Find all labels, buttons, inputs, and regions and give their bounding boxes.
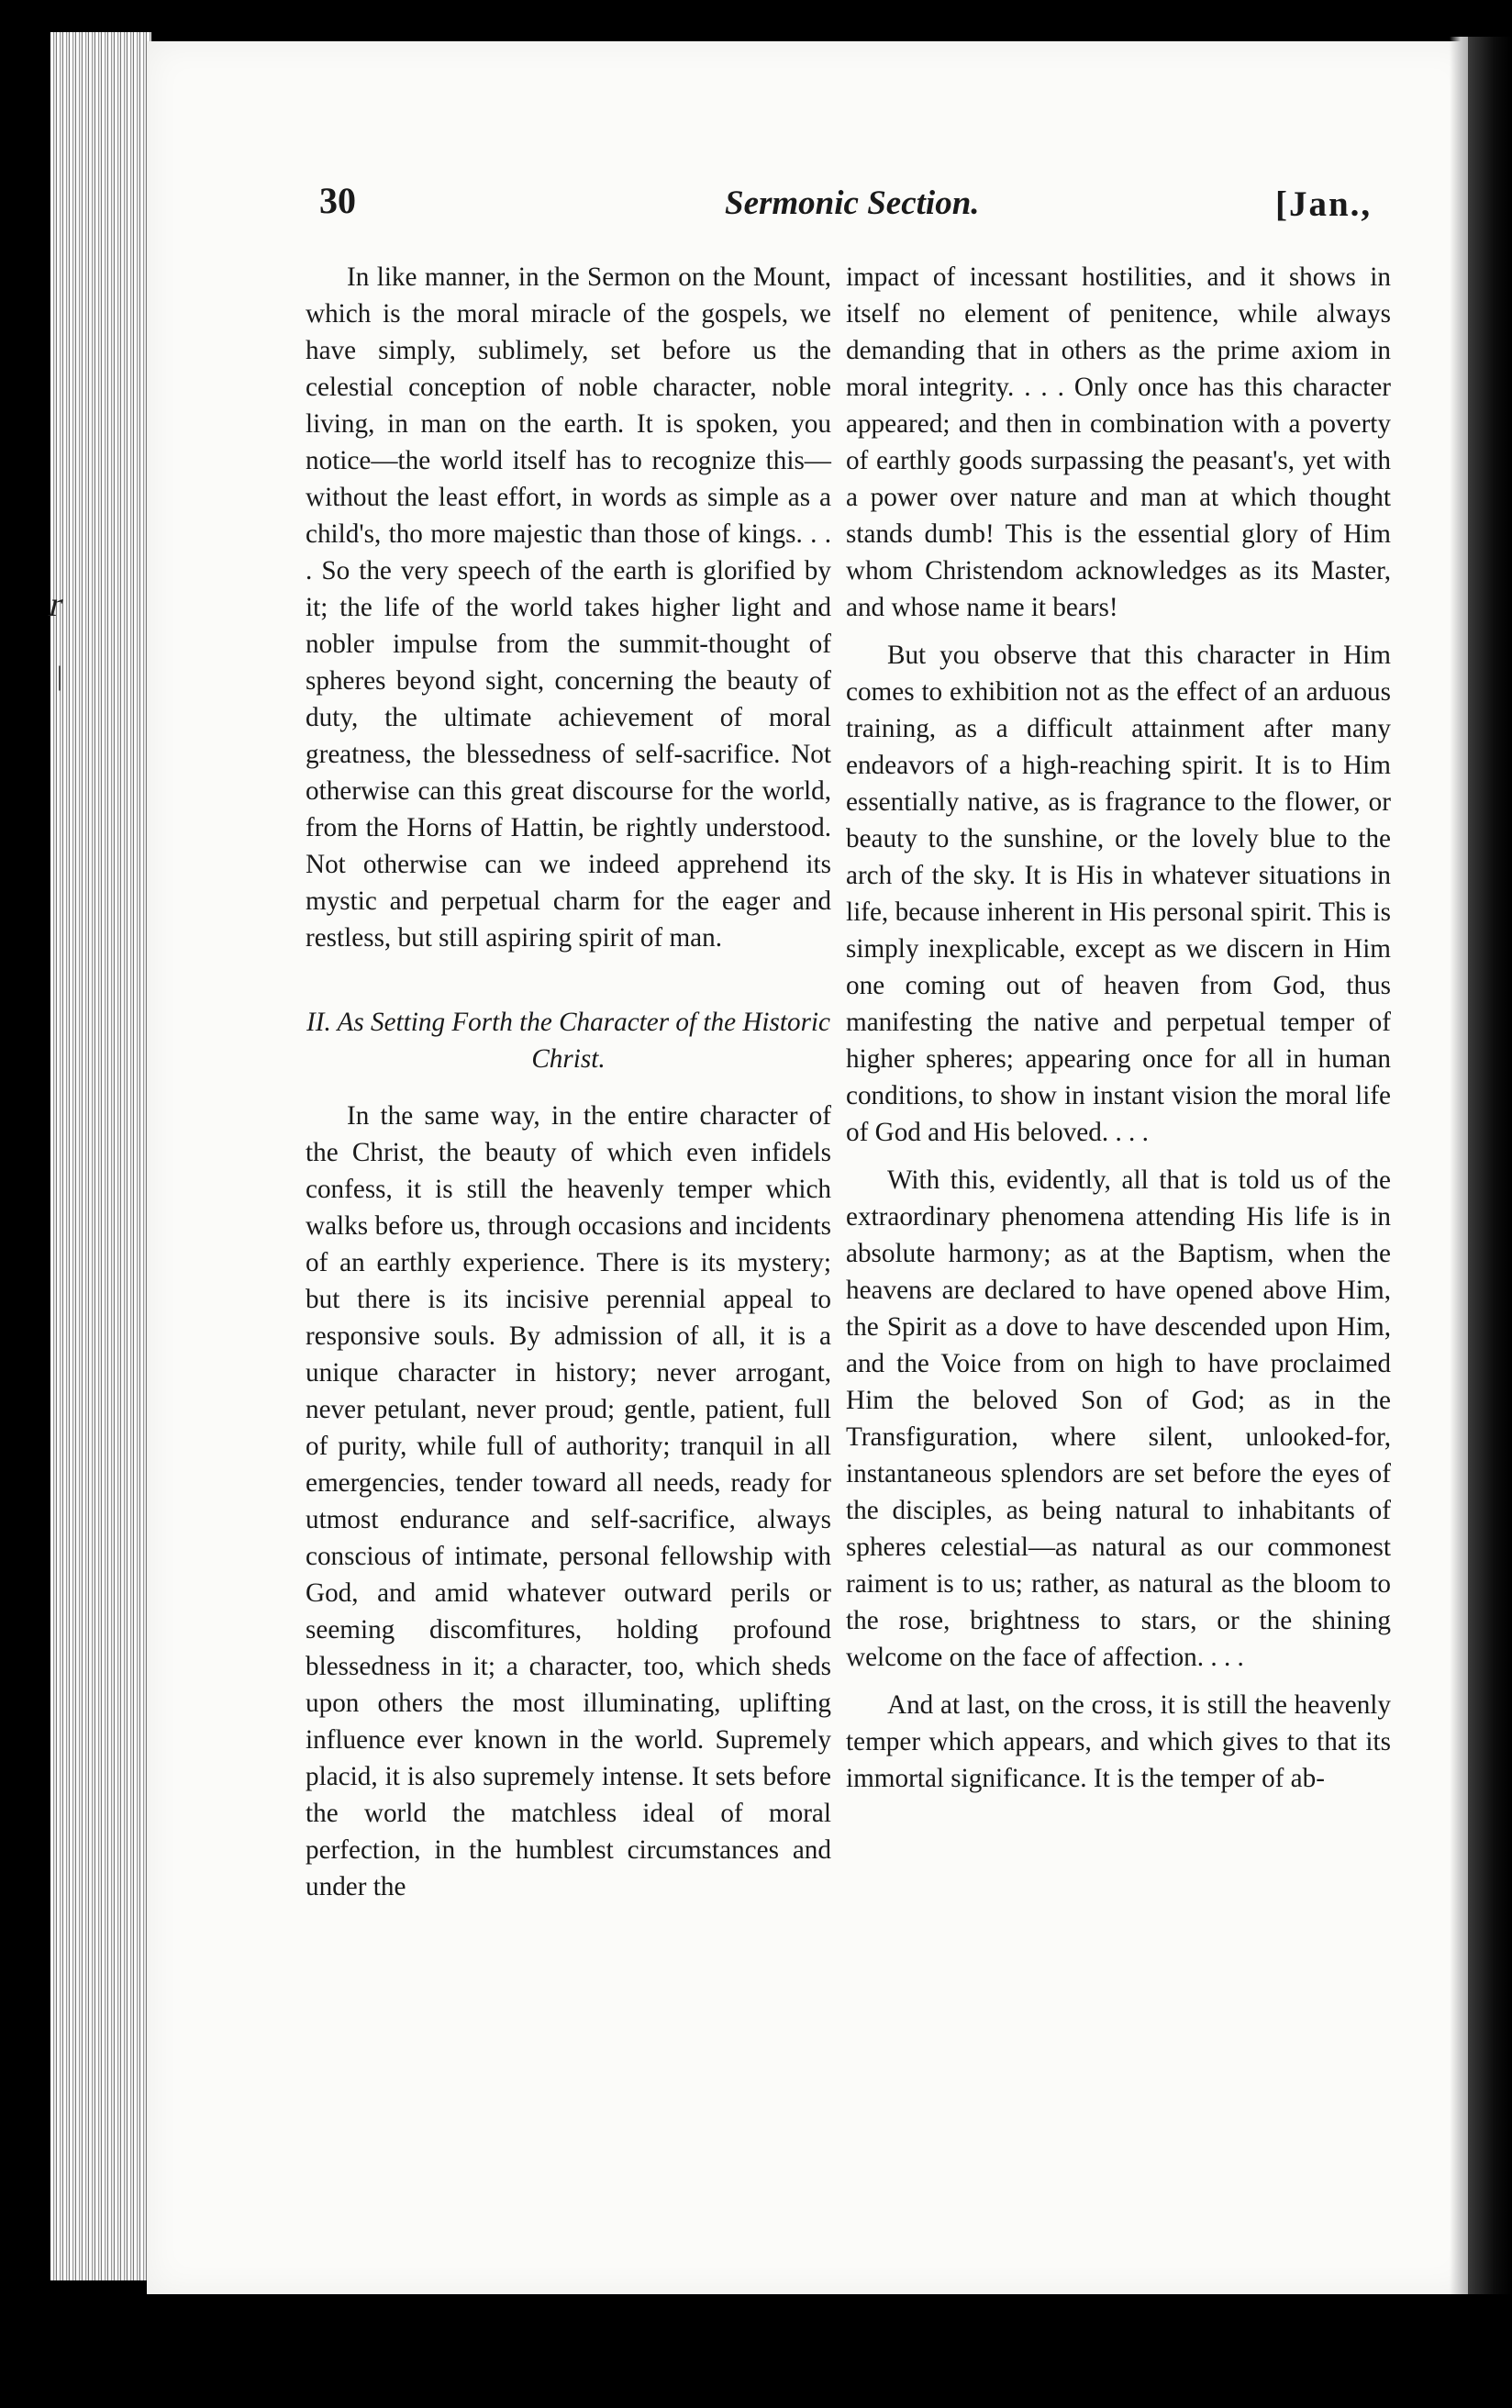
running-title: Sermonic Section. bbox=[725, 184, 980, 222]
right-paragraph-4: And at last, on the cross, it is still the heavenly temper which appears, and which gives to that its immortal significance. It is the temper of ab- bbox=[846, 1690, 1391, 1793]
right-column bbox=[846, 259, 1391, 1797]
right-paragraph-3: With this, evidently, all that is told us of the extraordinary phenomena attending His life is in absolute harmony; as at the Baptism, when the heavens are declared to have opened above Him, the Spirit as a dove to have descended upon Him, and the Voice from on high to have proclaimed Him the beloved Son of God; as in the Transfiguration, where silent, unlooked-for, instantaneous splendors are set before the eyes of the disciples, as being natural to inhabitants of spheres celestial—as natural as our commonest raiment is to us; rather, as natural as the bloom to the rose, brightness to stars, or the shining welcome on the face of affection. . . . bbox=[846, 1165, 1391, 1672]
running-month: [Jan., bbox=[1275, 184, 1373, 224]
section-heading: II. As Setting Forth the Character of the Historic Christ. bbox=[306, 1008, 830, 1074]
margin-mark-2: | bbox=[57, 661, 63, 691]
right-paragraph-1: impact of incessant hostilities, and it shows in itself no element of penitence, while always demanding that in others as the prime axiom in moral integrity. . . . Only once has this character appeared; and then in combination with a poverty of earthly goods surpassing the peasant's, yet with a power over nature and man at which thought stands dumb! This is the essential glory of Him whom Christendom acknowledges as its Master, and whose name it bears! bbox=[846, 262, 1391, 622]
margin-mark-1: r bbox=[45, 585, 68, 624]
right-book-edge bbox=[1468, 37, 1512, 2294]
page-number: 30 bbox=[319, 180, 356, 221]
page-stack-edge bbox=[50, 32, 151, 2280]
right-paragraph-2: But you observe that this character in Him comes to exhibition not as the effect of an arduous training, as a difficult attainment after many endeavors of a high-reaching spirit. It is to Him essentially native, as is fragrance to the flower, or beauty to the sunshine, or the lovely blue to the arch of the sky. It is His in whatever situations in life, because inherent in His personal spirit. This is simply inexplicable, except as we discern in Him one coming out of heaven from God, thus manifesting the native and perpetual temper of higher spheres; appearing once for all in human conditions, to show in instant vision the moral life of God and His beloved. . . . bbox=[846, 641, 1391, 1147]
left-paragraph-1: In like manner, in the Sermon on the Mount, which is the moral miracle of the gospels, we have simply, sublimely, set before us the celestial conception of noble character, noble living, in man on the earth. It is spoken, you notice—the world itself has to recognize this—without the least effort, in words as simple as a child's, tho more majestic than those of kings. . . . So the very speech of the earth is glorified by it; the life of the world takes higher light and nobler impulse from the summit-thought of spheres beyond sight, concerning the beauty of duty, the ultimate achievement of moral greatness, the blessedness of self-sacrifice. Not otherwise can this great discourse for the world, from the Horns of Hattin, be rightly understood. Not otherwise can we indeed apprehend its mystic and perpetual charm for the eager and restless, but still aspiring spirit of man. bbox=[306, 262, 831, 953]
left-paragraph-2: In the same way, in the entire character of the Christ, the beauty of which even infidels confess, it is still the heavenly temper which walks before us, through occasions and incidents of an earthly experience. There is its mystery; but there is its incisive perennial appeal to responsive souls. By admission of all, it is a unique character in history; never arrogant, never petulant, never proud; gentle, patient, full of purity, while full of authority; tranquil in all emergencies, tender toward all needs, ready for utmost endurance and self-sacrifice, always conscious of intimate, personal fellowship with God, and amid whatever outward perils or seeming discomfitures, holding profound blessedness in it; a character, too, which sheds upon others the most illuminating, uplifting influence ever known in the world. Supremely placid, it is also supremely intense. It sets before the world the matchless ideal of moral perfection, in the humblest circumstances and under the bbox=[306, 1101, 831, 1901]
left-column bbox=[306, 259, 831, 1905]
